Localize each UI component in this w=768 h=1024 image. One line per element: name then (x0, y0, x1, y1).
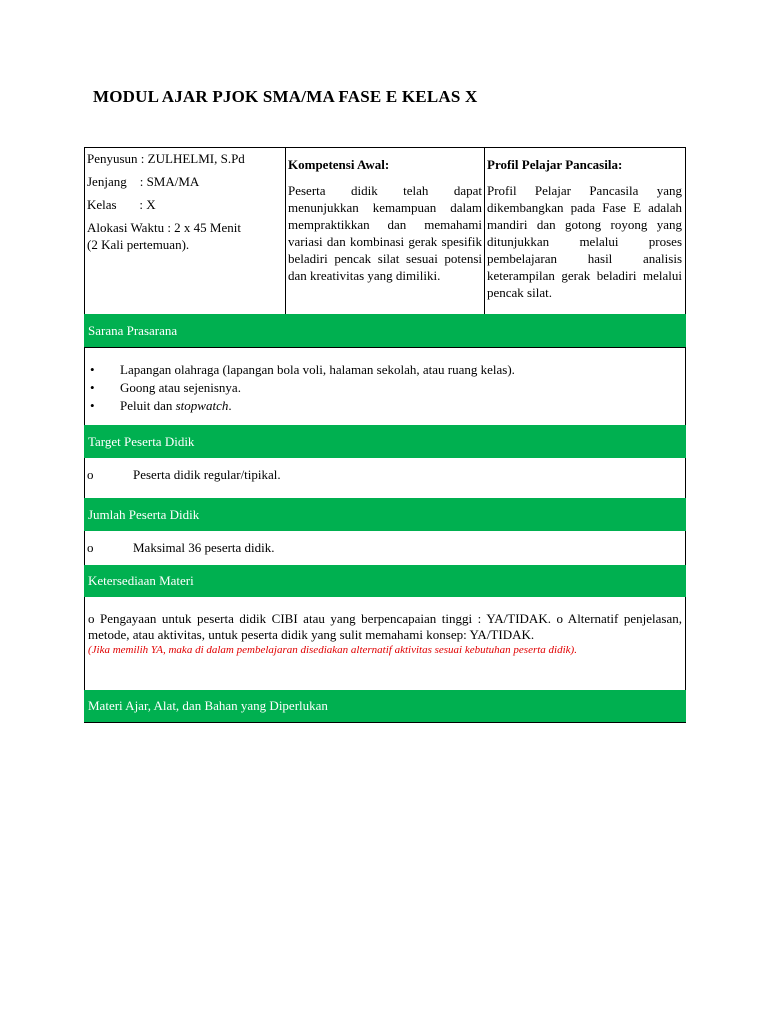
ketersediaan-content (85, 597, 685, 657)
target-text: Peserta didik regular/tipikal. (133, 467, 281, 482)
sarana-cell (84, 347, 686, 425)
sarana-item-3-prefix: Peluit dan (120, 398, 176, 413)
circle-bullet-icon: o (87, 540, 94, 555)
jumlah-text: Maksimal 36 peserta didik. (133, 540, 275, 555)
bullet-icon: • (90, 398, 95, 413)
profil-cell (484, 148, 685, 314)
sarana-item-3-suffix: . (228, 398, 232, 413)
sarana-item-1: Lapangan olahraga (lapangan bola voli, halaman sekolah, atau ruang kelas). (120, 362, 515, 377)
ketersediaan-cell (84, 597, 686, 690)
identity-cell (85, 148, 285, 314)
materi-heading: Materi Ajar, Alat, dan Bahan yang Diperlukan (84, 690, 686, 722)
jumlah-heading: Jumlah Peserta Didik (84, 498, 686, 531)
table-bottom-border (84, 722, 686, 723)
list-item (85, 397, 685, 415)
module-table (84, 147, 686, 723)
bullet-icon: • (90, 380, 95, 395)
circle-bullet-icon: o (87, 467, 94, 482)
target-heading: Target Peserta Didik (84, 425, 686, 458)
kompetensi-heading: Kompetensi Awal: (288, 157, 390, 172)
target-row (85, 458, 685, 491)
kompetensi-text: Peserta didik telah dapat menunjukkan kemampuan dalam mempraktikkan dan memahami variasi dan kombinasi gerak spesifik beladiri pencak silat sesuai potensi dan kreativitas yang dimiliki. (288, 183, 482, 283)
sarana-item-3-italic: stopwatch (175, 398, 229, 413)
jumlah-row (85, 531, 685, 564)
ketersediaan-note: (Jika memilih YA, maka di dalam pembelajaran disediakan alternatif aktivitas sesuai kebutuhan peserta didik). (88, 644, 577, 656)
bullet-icon: • (90, 362, 95, 377)
target-cell (84, 458, 686, 498)
list-item (85, 379, 685, 397)
sarana-list (85, 361, 685, 415)
kompetensi-cell (285, 148, 484, 314)
penyusun-text: Penyusun : ZULHELMI, S.Pd (87, 151, 245, 166)
kelas-text: Kelas : X (87, 197, 156, 212)
profil-heading: Profil Pelajar Pancasila: (487, 157, 623, 172)
info-row (84, 147, 686, 314)
sarana-item-2: Goong atau sejenisnya. (120, 380, 241, 395)
ketersediaan-text: o Pengayaan untuk peserta didik CIBI atau yang berpencapaian tinggi : YA/TIDAK. o Alternatif penjelasan, metode, atau aktivitas, untuk peserta didik yang sulit memahami konsep: YA/TIDAK. (88, 611, 682, 642)
list-item (85, 361, 685, 379)
alokasi-text: Alokasi Waktu : 2 x 45 Menit (87, 220, 241, 235)
jumlah-cell (84, 531, 686, 565)
ketersediaan-heading: Ketersediaan Materi (84, 565, 686, 597)
sarana-heading: Sarana Prasarana (84, 314, 686, 347)
profil-text: Profil Pelajar Pancasila yang dikembangkan pada Fase E adalah mandiri dan gotong royong yang ditunjukkan melalui proses pembelajaran hasil analisis keterampilan gerak beladiri melalui pencak silat. (487, 183, 682, 300)
jenjang-text: Jenjang : SMA/MA (87, 174, 200, 189)
pertemuan-text: (2 Kali pertemuan). (87, 237, 190, 252)
document-title: MODUL AJAR PJOK SMA/MA FASE E KELAS X (93, 87, 478, 106)
